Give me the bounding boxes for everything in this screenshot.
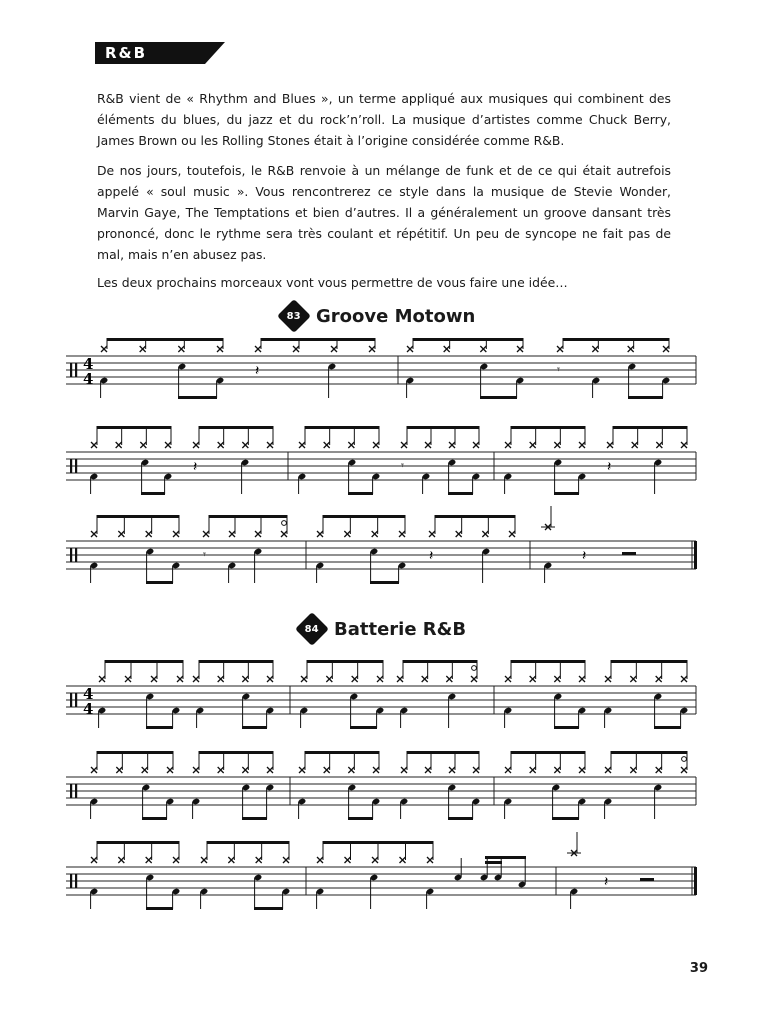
open-hihat-mark (472, 666, 477, 671)
half-rest (622, 552, 636, 555)
beam (261, 338, 376, 341)
beam (207, 841, 290, 844)
eighth-rest: 𝄾 (557, 362, 560, 376)
percussion-clef (70, 363, 72, 377)
percussion-clef (70, 874, 72, 888)
beam (563, 338, 670, 341)
beam (552, 817, 579, 820)
beam (146, 726, 173, 729)
percussion-clef (75, 363, 77, 377)
beam (146, 581, 173, 584)
beam (323, 841, 434, 844)
percussion-clef (70, 784, 72, 798)
beam (511, 751, 586, 754)
beam (242, 817, 267, 820)
beam (305, 751, 380, 754)
beam (305, 426, 380, 429)
modern-rnb-paragraph: De nos jours, toutefois, le R&B renvoie à un mélange de funk et de ce qui était autrefois appelé « soul music ». Vous rencontrerez ce style dans la musique de Stevie Wonder, Marvin Gaye, The Temptations et bien d’autres. Il a généralement un groove dansant très prononcé, donc le rythme sera très coulant et répétitif. Un peu de syncope ne fait pas de mal, mais n’en abusez pas. (97, 163, 671, 262)
beam (448, 817, 473, 820)
beam (146, 907, 173, 910)
beam (348, 492, 373, 495)
piece-title: Batterie R&B (334, 618, 467, 640)
beam (654, 726, 681, 729)
open-hihat-mark (682, 757, 687, 762)
percussion-clef (75, 548, 77, 562)
beam (107, 338, 224, 341)
time-signature-bottom: 4 (83, 700, 94, 718)
time-signature-top: 4 (83, 685, 94, 703)
beam (97, 841, 180, 844)
beam (307, 660, 384, 663)
beam (403, 660, 478, 663)
final-barline (694, 541, 697, 569)
beam (178, 396, 217, 399)
beam (350, 726, 377, 729)
piece-title: Groove Motown (316, 305, 476, 327)
beam (485, 861, 502, 864)
time-signature-bottom: 4 (83, 370, 94, 388)
beam (613, 426, 688, 429)
quarter-rest: 𝄽 (255, 362, 260, 379)
beam (105, 660, 184, 663)
final-barline (694, 867, 697, 895)
beam (407, 751, 480, 754)
half-rest (640, 878, 654, 881)
beam (323, 515, 406, 518)
quarter-rest: 𝄽 (429, 547, 434, 564)
beam (348, 817, 373, 820)
beam (628, 396, 663, 399)
percussion-clef (70, 548, 72, 562)
track-number: 84 (305, 623, 319, 635)
beam (511, 426, 586, 429)
beam (448, 492, 473, 495)
beam (97, 751, 174, 754)
beam (199, 426, 274, 429)
percussion-clef (75, 459, 77, 473)
beam (141, 492, 165, 495)
beam (199, 660, 274, 663)
section-label: R&B (105, 44, 148, 62)
eighth-rest: 𝄾 (203, 547, 206, 561)
beam (407, 426, 480, 429)
beam (485, 856, 526, 859)
time-signature-top: 4 (83, 355, 94, 373)
open-hihat-mark (282, 521, 287, 526)
beam (611, 660, 688, 663)
beam (254, 907, 283, 910)
percussion-clef (75, 693, 77, 707)
beam (554, 726, 579, 729)
beam (435, 515, 516, 518)
beam (511, 660, 586, 663)
beam (97, 515, 180, 518)
beam (480, 396, 517, 399)
quarter-rest: 𝄽 (582, 547, 587, 564)
beam (611, 751, 688, 754)
intro-paragraph: R&B vient de « Rhythm and Blues », un terme appliqué aux musiques qui combinent des éléments du blues, du jazz et du rock’n’roll. La musique d’artistes comme Chuck Berry, James Brown ou les Rolling Stones était à l’origine considérée comme R&B. (97, 91, 671, 148)
page-number: 39 (689, 961, 708, 976)
beam (370, 581, 399, 584)
percussion-clef (70, 693, 72, 707)
beam (554, 492, 579, 495)
beam (209, 515, 288, 518)
track-number: 83 (287, 310, 301, 322)
beam (242, 726, 267, 729)
quarter-rest: 𝄽 (607, 458, 612, 475)
beam (142, 817, 167, 820)
beam (199, 751, 274, 754)
percussion-clef (70, 459, 72, 473)
outro-paragraph: Les deux prochains morceaux vont vous permettre de vous faire une idée… (97, 275, 568, 290)
beam (97, 426, 172, 429)
percussion-clef (75, 874, 77, 888)
eighth-rest: 𝄾 (401, 458, 404, 472)
quarter-rest: 𝄽 (604, 873, 609, 890)
percussion-clef (75, 784, 77, 798)
beam (413, 338, 524, 341)
quarter-rest: 𝄽 (193, 458, 198, 475)
